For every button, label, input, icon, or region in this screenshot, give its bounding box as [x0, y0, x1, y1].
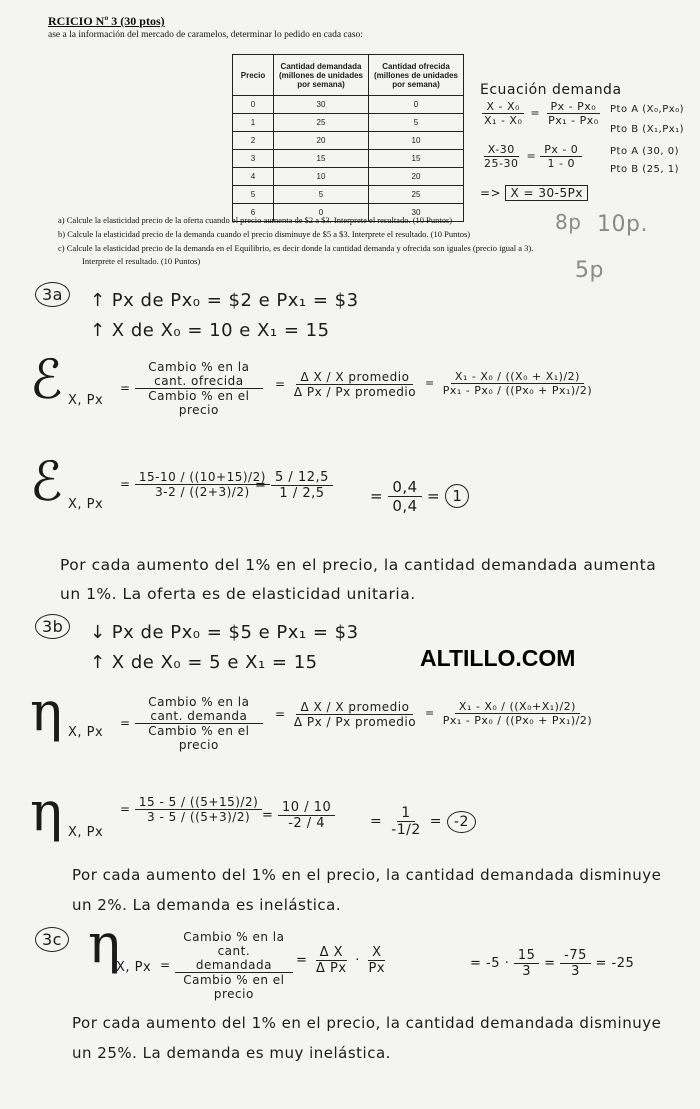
table-header-row: [233, 55, 464, 96]
fraction-num: Δ X / X promedio: [296, 370, 413, 385]
col-header-demand: Cantidad demandada (millones de unidades por semana): [274, 55, 369, 96]
cell: 30: [369, 204, 464, 222]
subscript: X, Px: [68, 497, 104, 512]
elasticity-symbol: ℰ: [30, 450, 63, 513]
calc-b: = $\frac{15 - 5 / ((5+15)/2)}{3 - 5 / ((5+3)/2)}$: [120, 795, 262, 824]
cell: 3: [233, 150, 274, 168]
demand-equation-result: => X = 30-5Px: [480, 186, 588, 200]
elasticity-symbol: ℰ: [30, 348, 63, 411]
calc-b-step2: = $\frac{1}{-1/2}$ = -2: [370, 805, 476, 838]
table-row: [233, 132, 464, 150]
exercise-intro: ase a la información del mercado de caramelos, determinar lo pedido en cada caso:: [48, 30, 363, 40]
cell: 6: [233, 204, 274, 222]
elasticity-symbol: η: [30, 680, 63, 743]
fraction-num: Px - Px₀: [547, 100, 601, 114]
calc-a-step2: = $\frac{0,4}{0,4}$ = 1: [370, 478, 469, 515]
cell: 25: [274, 114, 369, 132]
cell: 1: [233, 114, 274, 132]
formula-mid: = $\frac{\text{Δ X}}{\text{Δ Px}}$ · $\frac{X}{Px}$: [296, 945, 389, 976]
fraction-num: X₁ - X₀ / ((X₀+X₁)/2): [455, 700, 580, 714]
formula-mid: = $\frac{\text{Δ X / X promedio}}{\text{Δ Px / Px promedio}}$: [275, 370, 420, 399]
part-c-interp-1: Por cada aumento del 1% en el precio, la cantidad demandada disminuye: [72, 1014, 662, 1032]
equation-line-1: $\frac{\text{X - X₀}}{\text{X₁ - X₀}}$ = $\frac{\text{Px - Px₀}}{\text{Px₁ - Px₀}}$: [480, 100, 603, 127]
part-a-interp-1: Por cada aumento del 1% en el precio, la cantidad demandada aumenta: [60, 556, 657, 574]
fraction-num: X - X₀: [482, 100, 523, 114]
market-table: [232, 54, 464, 222]
question-c: c) Calcule la elasticidad precio de la demanda en el Equilibrio, es decir donde la cantidad demanda y ofrecida son iguales (precio igual a 3).: [58, 243, 534, 253]
subscript: X, Px: [68, 393, 104, 408]
cell: 10: [369, 132, 464, 150]
fraction-num: Cambio % en la cant. demanda: [135, 695, 263, 724]
calc-b-step1: = $\frac{10 / 10}{-2 / 4}$: [262, 800, 335, 831]
fraction-den: 25-30: [484, 157, 519, 170]
point-a-label: Pto A (X₀,Px₀): [610, 104, 685, 115]
cell: 5: [274, 186, 369, 204]
calc-a-step1: = $\frac{5 / 12,5}{1 / 2,5}$: [255, 470, 333, 501]
fraction-den: 3: [571, 964, 580, 979]
equation-line-2: $\frac{X-30}{25-30}$ = $\frac{Px - 0}{1 - 0}$: [480, 143, 582, 170]
fraction-den: Δ Px / Px promedio: [293, 715, 417, 729]
fraction-den: Δ Px / Px promedio: [293, 385, 417, 399]
fraction-den: Cambio % en el precio: [148, 724, 250, 752]
part-c-label: 3c: [35, 930, 69, 949]
calc-c-prefix: = -5 ·: [470, 956, 510, 971]
formula-def: = $\frac{\text{Cambio \% en la cant. demandada}}{\text{Cambio \% en el precio}}$: [160, 930, 293, 1001]
part-b-line-1: ↓ Px de Px₀ = $5 e Px₁ = $3: [90, 622, 359, 643]
cell: 4: [233, 168, 274, 186]
fraction-den: Cambio % en el precio: [148, 389, 250, 417]
point-b-values: Pto B (25, 1): [610, 164, 680, 175]
part-a-line-2: ↑ X de X₀ = 10 e X₁ = 15: [90, 320, 330, 341]
fraction-den: -1/2: [391, 822, 421, 838]
fraction-num: Δ X: [316, 945, 347, 961]
fraction-num: X: [368, 945, 385, 961]
part-c-interp-2: un 25%. La demanda es muy inelástica.: [72, 1044, 391, 1062]
question-c-cont: Interprete el resultado. (10 Puntos): [82, 256, 201, 266]
cell: 0: [274, 204, 369, 222]
fraction-num: 5 / 12,5: [271, 470, 333, 486]
fraction-den: Px₁ - Px₀: [548, 114, 599, 127]
fraction-den: 3-2 / ((2+3)/2): [155, 485, 250, 499]
cell: 30: [274, 96, 369, 114]
formula-def: = $\frac{\text{Cambio \% en la cant. demanda}}{\text{Cambio \% en el precio}}$: [120, 695, 263, 752]
fraction-den: Px₁ - Px₀ / ((Px₀ + Px₁)/2): [442, 384, 593, 397]
fraction-num: 10 / 10: [278, 800, 335, 816]
fraction-den: 0,4: [392, 497, 418, 515]
fraction-den: -2 / 4: [288, 816, 326, 831]
cell: 2: [233, 132, 274, 150]
cell: 5: [369, 114, 464, 132]
formula-mid: = $\frac{\text{Δ X / X promedio}}{\text{Δ Px / Px promedio}}$: [275, 700, 420, 729]
formula-right: = $\frac{\text{X₁ - X₀ / ((X₀ + X₁)/2)}}{\text{Px₁ - Px₀ / ((Px₀ + Px₁)/2)}}$: [425, 370, 596, 397]
fraction-den: 3: [522, 964, 532, 979]
calc-c: = -5 · $\frac{15}{3}$ = $\frac{-75}{3}$ = -25: [470, 948, 635, 979]
elasticity-symbol: η: [30, 780, 63, 843]
fraction-den: Px: [368, 961, 386, 976]
fraction-num: 15-10 / ((10+15)/2): [135, 470, 270, 485]
fraction-num: 15 - 5 / ((5+15)/2): [135, 795, 262, 810]
fraction-num: 15: [514, 948, 540, 964]
calc-c-result: = -25: [595, 956, 635, 971]
subscript: X, Px: [116, 960, 152, 975]
result-circle: -2: [447, 811, 476, 833]
formula-def: = $\frac{\text{Cambio \% en la cant. ofrecida}}{\text{Cambio \% en el precio}}$: [120, 360, 263, 417]
table-row: [233, 114, 464, 132]
result-circle: 1: [445, 484, 469, 508]
col-header-supply: Cantidad ofrecida (millones de unidades por semana): [369, 55, 464, 96]
part-a-line-1: ↑ Px de Px₀ = $2 e Px₁ = $3: [90, 290, 359, 311]
part-b-interp-1: Por cada aumento del 1% en el precio, la cantidad demandada disminuye: [72, 866, 662, 884]
cell: 25: [369, 186, 464, 204]
formula-right: = $\frac{\text{X₁ - X₀ / ((X₀+X₁)/2)}}{\text{Px₁ - Px₀ / ((Px₀ + Px₁)/2)}}$: [425, 700, 596, 727]
result-box: X = 30-5Px: [505, 185, 587, 201]
fraction-num: Δ X / X promedio: [296, 700, 413, 715]
fraction-num: Cambio % en la cant. demandada: [175, 930, 293, 973]
cell: 20: [369, 168, 464, 186]
fraction-den: Px₁ - Px₀ / ((Px₀ + Px₁)/2): [442, 714, 593, 727]
fraction-num: 1: [397, 805, 414, 822]
exercise-title: RCICIO Nº 3 (30 ptos): [48, 14, 165, 28]
demand-equation-title: Ecuación demanda: [480, 82, 622, 98]
fraction-den: 1 - 0: [547, 157, 575, 170]
fraction-num: X₁ - X₀ / ((X₀ + X₁)/2): [451, 370, 584, 384]
elasticity-symbol: η: [88, 912, 121, 975]
point-b-label: Pto B (X₁,Px₁): [610, 124, 685, 135]
table-row: [233, 96, 464, 114]
cell: 5: [233, 186, 274, 204]
col-header-price: Precio: [233, 55, 274, 96]
point-a-values: Pto A (30, 0): [610, 146, 680, 157]
fraction-num: -75: [560, 948, 591, 964]
part-a-label: 3a: [35, 285, 70, 304]
grade-c: 5p: [575, 258, 604, 283]
cell: 15: [369, 150, 464, 168]
question-b: b) Calcule la elasticidad precio de la demanda cuando el precio disminuye de $5 a $3. Interprete el resultado. (10 Puntos): [58, 229, 471, 239]
subscript: X, Px: [68, 825, 104, 840]
fraction-den: Δ Px: [316, 961, 347, 976]
fraction-num: Cambio % en la cant. ofrecida: [135, 360, 263, 389]
fraction-den: X₁ - X₀: [484, 114, 523, 127]
fraction-den: 3 - 5 / ((5+3)/2): [147, 810, 251, 824]
fraction-num: 0,4: [388, 478, 421, 497]
grade-b: 10p.: [597, 212, 648, 237]
cell: 0: [233, 96, 274, 114]
cell: 10: [274, 168, 369, 186]
table-row: [233, 150, 464, 168]
fraction-den: Cambio % en el precio: [183, 973, 285, 1001]
cell: 20: [274, 132, 369, 150]
table-row: [233, 168, 464, 186]
fraction-num: X-30: [484, 143, 519, 157]
calc-a: = $\frac{15-10 / ((10+15)/2)}{3-2 / ((2+3)/2)}$: [120, 470, 270, 499]
cell: 0: [369, 96, 464, 114]
grade-a: 8p: [555, 210, 582, 234]
part-b-line-2: ↑ X de X₀ = 5 e X₁ = 15: [90, 652, 318, 673]
part-b-label: 3b: [35, 617, 70, 636]
question-a: a) Calcule la elasticidad precio de la oferta cuando el precio aumenta de $2 a $3. Interprete el resultado. (10 Puntos): [58, 215, 453, 225]
part-a-interp-2: un 1%. La oferta es de elasticidad unitaria.: [60, 585, 416, 603]
fraction-num: Px - 0: [540, 143, 582, 157]
cell: 15: [274, 150, 369, 168]
table-row: [233, 186, 464, 204]
watermark: ALTILLO.COM: [420, 645, 576, 671]
part-b-interp-2: un 2%. La demanda es inelástica.: [72, 896, 342, 914]
subscript: X, Px: [68, 725, 104, 740]
fraction-den: 1 / 2,5: [279, 486, 325, 501]
